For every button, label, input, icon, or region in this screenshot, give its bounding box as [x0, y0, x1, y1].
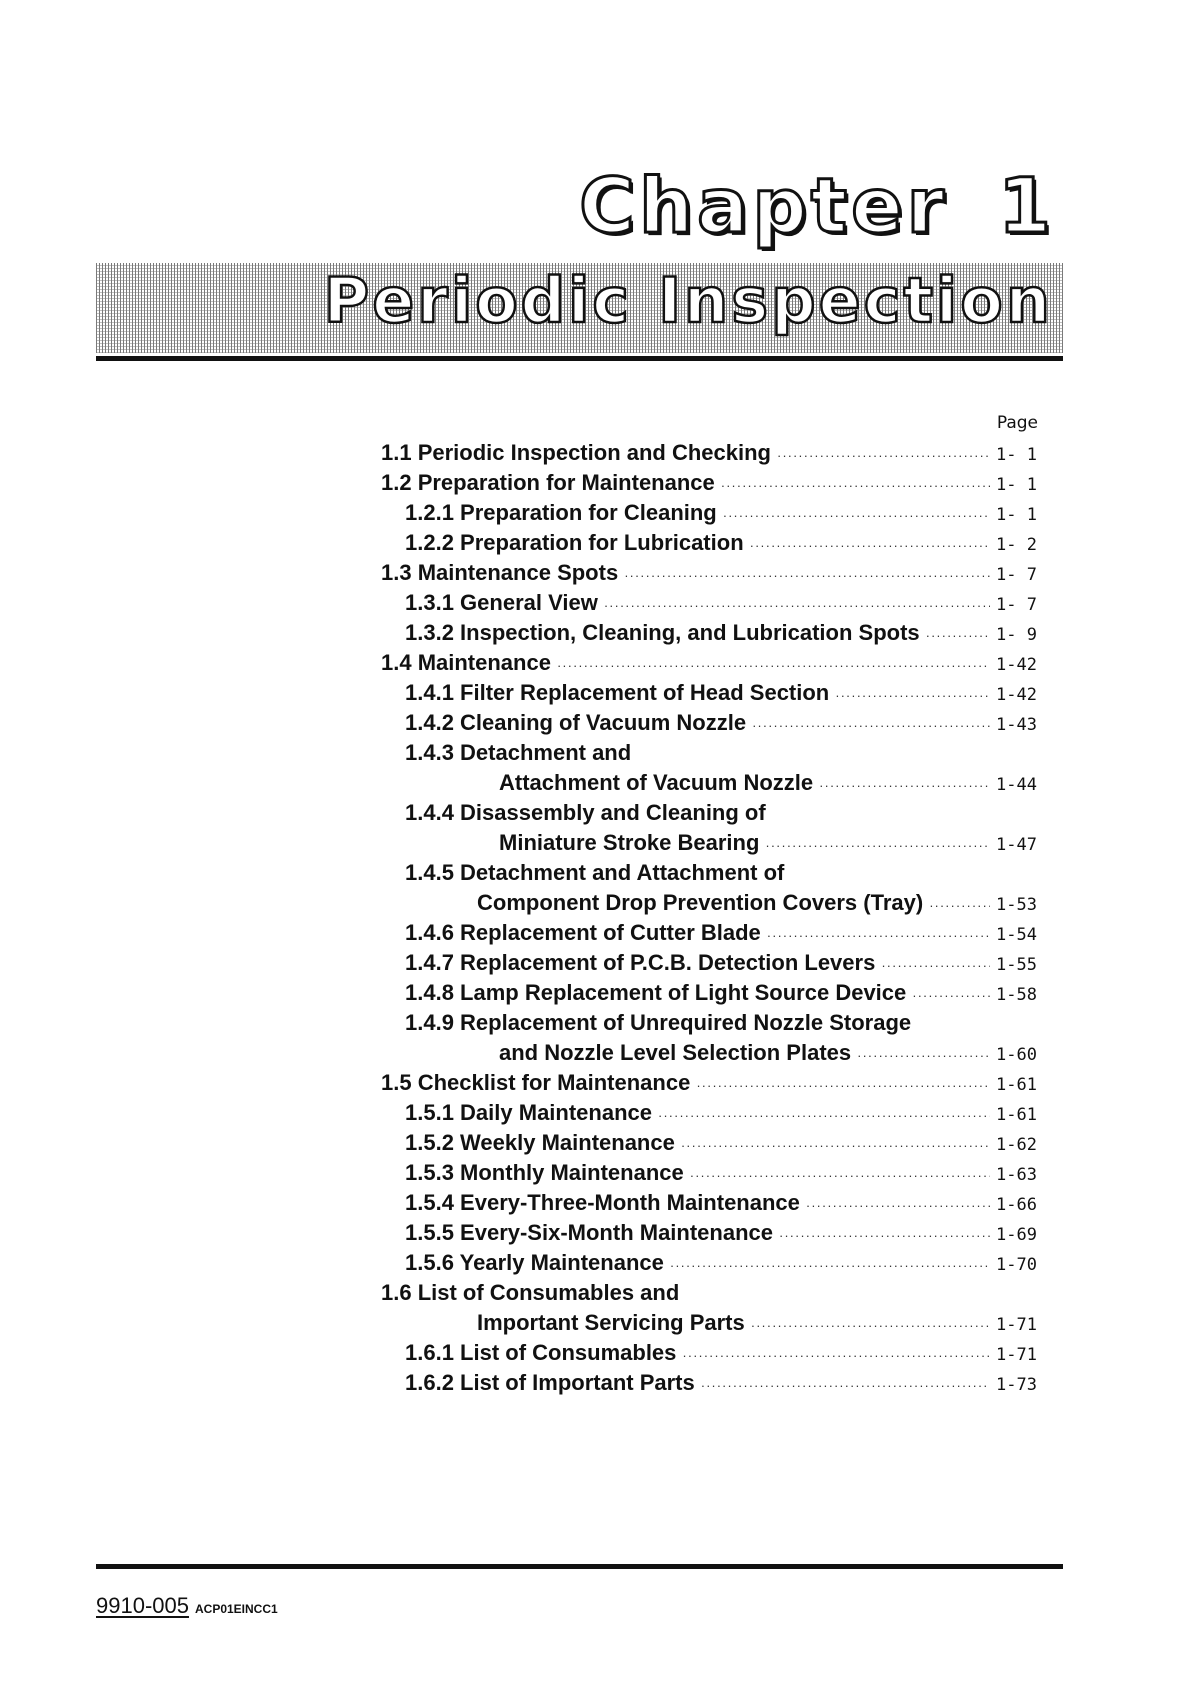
toc-entry[interactable] — [381, 1068, 1042, 1098]
toc-entry-label: 1.3.1 General View — [405, 590, 598, 615]
toc-leader-dots — [658, 1101, 990, 1131]
toc-leader-dots — [696, 1071, 990, 1101]
toc-entry-page: 1-69 — [996, 1225, 1037, 1245]
toc-leader-dots — [751, 1311, 990, 1341]
toc-leader-dots — [750, 531, 990, 561]
page-column-heading: Page — [996, 413, 1038, 433]
toc-entry-label: 1.4.3 Detachment and — [405, 740, 632, 765]
toc-leader-dots — [926, 621, 990, 651]
toc-entry[interactable] — [381, 498, 1042, 528]
toc-entry-label: Component Drop Prevention Covers (Tray) — [477, 890, 924, 915]
doc-sub-code: ACP01EINCC1 — [194, 1602, 278, 1616]
toc-entry-page: 1-70 — [996, 1255, 1037, 1275]
toc-leader-dots — [701, 1371, 990, 1401]
toc-entry-page: 1- 1 — [996, 475, 1037, 495]
chapter-heading — [579, 161, 1055, 250]
toc-leader-dots — [681, 1131, 990, 1161]
toc-entry-label: 1.1 Periodic Inspection and Checking — [381, 440, 771, 465]
toc-leader-dots — [857, 1041, 990, 1071]
toc-entry-page: 1-66 — [996, 1195, 1037, 1215]
toc-leader-dots — [624, 561, 990, 591]
toc-entry[interactable] — [381, 1338, 1042, 1368]
toc-entry[interactable] — [381, 648, 1042, 678]
toc-entry-label: 1.4.9 Replacement of Unrequired Nozzle Storage — [405, 1010, 912, 1035]
toc-entry-page: 1- 9 — [996, 625, 1037, 645]
toc-entry-heading-line[interactable] — [381, 1008, 1042, 1038]
footer-rule — [96, 1564, 1063, 1569]
toc-entry-label: 1.4.7 Replacement of P.C.B. Detection Levers — [405, 950, 876, 975]
toc-leader-dots — [682, 1341, 990, 1371]
toc-leader-dots — [670, 1251, 990, 1281]
toc-leader-dots — [690, 1161, 990, 1191]
toc-entry-page: 1-47 — [996, 835, 1037, 855]
toc-leader-dots — [723, 501, 990, 531]
toc-entry-page: 1- 7 — [996, 565, 1037, 585]
toc-entry-heading-line[interactable] — [381, 798, 1042, 828]
toc-entry-page: 1-71 — [996, 1345, 1037, 1365]
toc-entry-label: 1.2.2 Preparation for Lubrication — [405, 530, 744, 555]
toc-entry-label: 1.4 Maintenance — [381, 650, 551, 675]
toc-entry-label: 1.5.4 Every-Three-Month Maintenance — [405, 1190, 800, 1215]
toc-entry-label: 1.5.2 Weekly Maintenance — [405, 1130, 675, 1155]
toc-entry-continuation[interactable] — [381, 1038, 1042, 1068]
toc-entry-continuation[interactable] — [381, 888, 1042, 918]
toc-entry[interactable] — [381, 948, 1042, 978]
footer-document-code — [96, 1593, 278, 1619]
toc-entry-label: 1.4.2 Cleaning of Vacuum Nozzle — [405, 710, 747, 735]
toc-entry[interactable] — [381, 1368, 1042, 1398]
toc-entry-page: 1-54 — [996, 925, 1037, 945]
toc-entry-heading-line[interactable] — [381, 738, 1042, 768]
toc-leader-dots — [835, 681, 990, 711]
chapter-word: Chapter — [579, 161, 949, 250]
toc-entry-page: 1-61 — [996, 1075, 1037, 1095]
toc-entry[interactable] — [381, 978, 1042, 1008]
toc-entry[interactable] — [381, 1218, 1042, 1248]
toc-entry-label: 1.2.1 Preparation for Cleaning — [405, 500, 717, 525]
chapter-title-word-2: Inspection — [658, 264, 1053, 337]
toc-entry-page: 1- 1 — [996, 505, 1037, 525]
toc-leader-dots — [765, 831, 990, 861]
toc-entry[interactable] — [381, 588, 1042, 618]
chapter-title — [323, 264, 1053, 337]
toc-entry[interactable] — [381, 918, 1042, 948]
toc-entry-label: 1.5.6 Yearly Maintenance — [405, 1250, 664, 1275]
doc-code: 9910-005 — [96, 1593, 189, 1618]
toc-entry-label: 1.5.1 Daily Maintenance — [405, 1100, 652, 1125]
toc-entry-continuation[interactable] — [381, 1308, 1042, 1338]
toc-entry-label: 1.3 Maintenance Spots — [381, 560, 619, 585]
toc-entry-heading-line[interactable] — [381, 858, 1042, 888]
toc-entry-label: 1.4.6 Replacement of Cutter Blade — [405, 920, 761, 945]
toc-leader-dots — [819, 771, 990, 801]
toc-entry-label: 1.5 Checklist for Maintenance — [381, 1070, 691, 1095]
toc-entry[interactable] — [381, 1128, 1042, 1158]
toc-entry[interactable] — [381, 1188, 1042, 1218]
toc-entry-label: 1.4.8 Lamp Replacement of Light Source Device — [405, 980, 907, 1005]
toc-entry-page: 1-43 — [996, 715, 1037, 735]
toc-leader-dots — [912, 981, 990, 1011]
toc-entry[interactable] — [381, 678, 1042, 708]
toc-entry[interactable] — [381, 618, 1042, 648]
chapter-title-banner — [96, 263, 1063, 353]
toc-entry-label: Attachment of Vacuum Nozzle — [499, 770, 814, 795]
toc-entry-page: 1-58 — [996, 985, 1037, 1005]
toc-leader-dots — [779, 1221, 990, 1251]
toc-entry[interactable] — [381, 1248, 1042, 1278]
toc-leader-dots — [557, 651, 990, 681]
toc-entry-label: 1.5.5 Every-Six-Month Maintenance — [405, 1220, 773, 1245]
toc-leader-dots — [752, 711, 990, 741]
toc-entry-label: 1.6 List of Consumables and — [381, 1280, 680, 1305]
toc-leader-dots — [721, 471, 990, 501]
toc-entry-heading-line[interactable] — [381, 1278, 1042, 1308]
toc-entry-continuation[interactable] — [381, 768, 1042, 798]
toc-entry-label: and Nozzle Level Selection Plates — [499, 1040, 852, 1065]
toc-entry-page: 1-44 — [996, 775, 1037, 795]
toc-entry-page: 1-60 — [996, 1045, 1037, 1065]
toc-entry-label: 1.6.2 List of Important Parts — [405, 1370, 695, 1395]
toc-entry[interactable] — [381, 438, 1042, 468]
chapter-title-word-1: Periodic — [323, 264, 633, 337]
toc-entry-page: 1-42 — [996, 655, 1037, 675]
toc-leader-dots — [777, 441, 990, 471]
toc-entry-page: 1- 7 — [996, 595, 1037, 615]
toc-entry[interactable] — [381, 1158, 1042, 1188]
toc-leader-dots — [881, 951, 990, 981]
toc-entry-label: 1.4.5 Detachment and Attachment of — [405, 860, 785, 885]
toc-entry[interactable] — [381, 1098, 1042, 1128]
toc-entry-page: 1-62 — [996, 1135, 1037, 1155]
toc-entry-label: Important Servicing Parts — [477, 1310, 745, 1335]
toc-entry-label: 1.2 Preparation for Maintenance — [381, 470, 715, 495]
toc-entry[interactable] — [381, 708, 1042, 738]
toc-entry-page: 1-73 — [996, 1375, 1037, 1395]
toc-entry-page: 1-53 — [996, 895, 1037, 915]
header-rule — [96, 356, 1063, 361]
toc-entry[interactable] — [381, 528, 1042, 558]
toc-entry[interactable] — [381, 558, 1042, 588]
toc-entry-page: 1- 1 — [996, 445, 1037, 465]
toc-entry-label: 1.5.3 Monthly Maintenance — [405, 1160, 684, 1185]
toc-entry-label: 1.4.1 Filter Replacement of Head Section — [405, 680, 830, 705]
chapter-number: 1 — [998, 161, 1055, 250]
toc-entry[interactable] — [381, 468, 1042, 498]
toc-entry-page: 1-71 — [996, 1315, 1037, 1335]
toc-entry-label: Miniature Stroke Bearing — [499, 830, 760, 855]
toc-entry-page: 1-63 — [996, 1165, 1037, 1185]
toc-entry-label: 1.3.2 Inspection, Cleaning, and Lubrication Spots — [405, 620, 920, 645]
table-of-contents — [381, 408, 1042, 1398]
toc-entry-label: 1.4.4 Disassembly and Cleaning of — [405, 800, 766, 825]
toc-leader-dots — [767, 921, 990, 951]
toc-leader-dots — [806, 1191, 990, 1221]
toc-entry-label: 1.6.1 List of Consumables — [405, 1340, 677, 1365]
toc-entry-page: 1-55 — [996, 955, 1037, 975]
toc-leader-dots — [604, 591, 990, 621]
toc-entry-page: 1- 2 — [996, 535, 1037, 555]
toc-leader-dots — [929, 891, 990, 921]
toc-entry-continuation[interactable] — [381, 828, 1042, 858]
toc-entry-page: 1-42 — [996, 685, 1037, 705]
toc-entry-page: 1-61 — [996, 1105, 1037, 1125]
